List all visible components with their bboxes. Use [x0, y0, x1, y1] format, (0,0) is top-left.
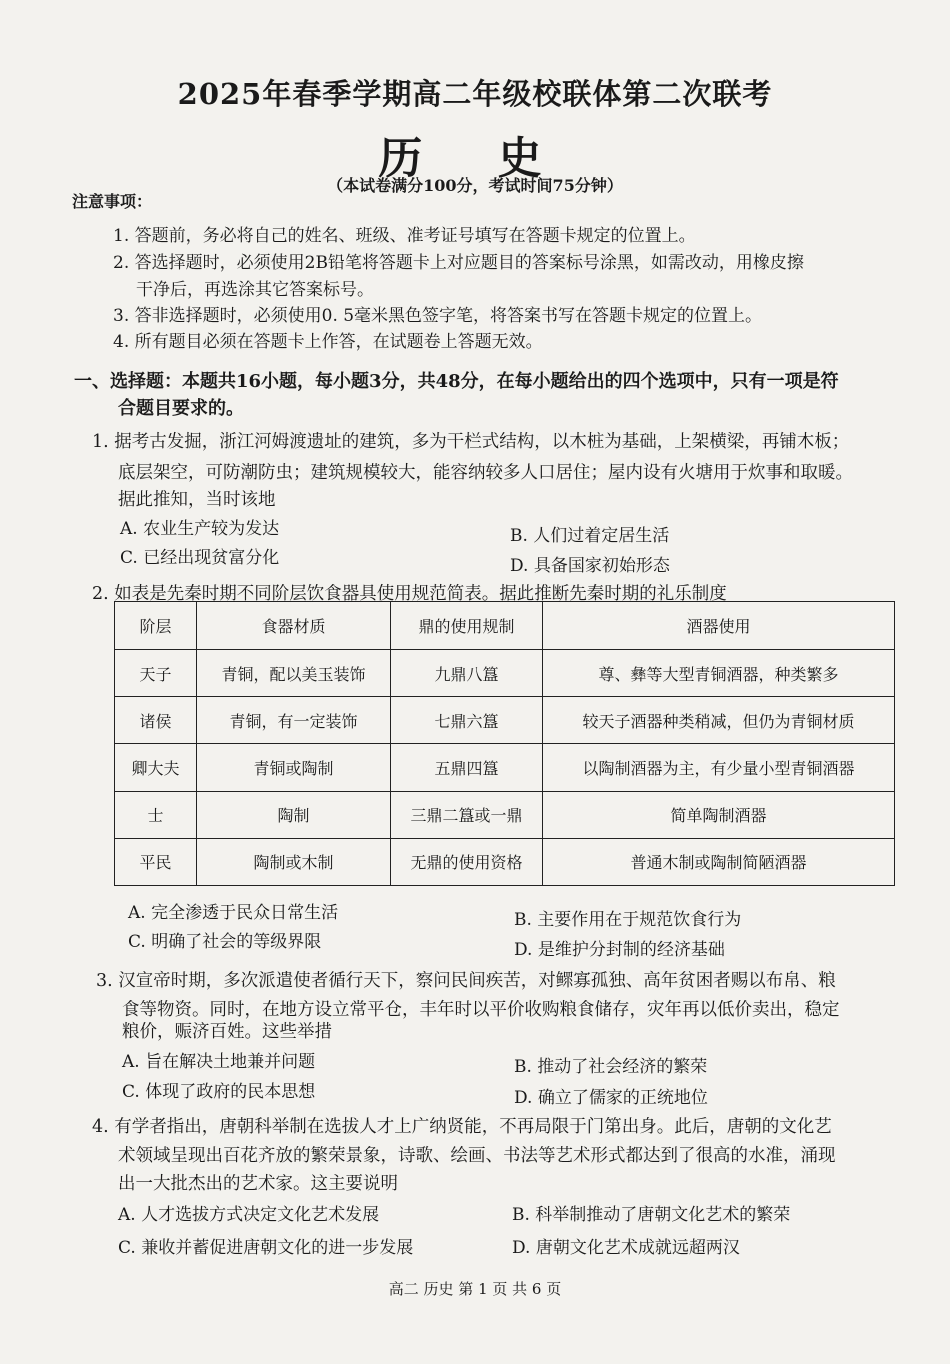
table-cell: 天子 — [115, 650, 197, 697]
question-3-stem: 食等物资。同时，在地方设立常平仓，丰年时以平价收购粮食储存，灾年再以低价卖出，稳定 — [122, 1000, 840, 1020]
exam-info: （本试卷满分100分，考试时间75分钟） — [327, 176, 623, 195]
table-cell: 尊、彝等大型青铜酒器，种类繁多 — [543, 650, 895, 697]
table-cell: 平民 — [115, 838, 197, 885]
question-4-stem: 4. 有学者指出，唐朝科举制在选拔人才上广纳贤能，不再局限于门第出身。此后，唐朝的文化艺 — [92, 1117, 832, 1137]
question-1-stem: 据此推知，当时该地 — [118, 490, 276, 510]
q2-option-d: D. 是维护分封制的经济基础 — [514, 940, 725, 960]
table-cell: 卿大夫 — [115, 744, 197, 791]
question-3-stem: 3. 汉宣帝时期，多次派遣使者循行天下，察问民间疾苦，对鳏寡孤独、高年贫困者赐以布帛、粮 — [96, 971, 836, 991]
q2-option-b: B. 主要作用在于规范饮食行为 — [514, 910, 742, 930]
table-cell: 九鼎八簋 — [391, 650, 543, 697]
table-header: 酒器使用 — [543, 602, 895, 650]
table-cell: 简单陶制酒器 — [543, 791, 895, 838]
table-cell: 以陶制酒器为主，有少量小型青铜酒器 — [543, 744, 895, 791]
section-heading: 一、选择题：本题共16小题，每小题3分，共48分，在每小题给出的四个选项中，只有一项是符 — [74, 371, 839, 392]
notice-item: 3. 答非选择题时，必须使用0. 5毫米黑色签字笔，将答案书写在答题卡规定的位置上。 — [113, 306, 763, 326]
table-header-row — [115, 602, 895, 650]
question-2-stem: 2. 如表是先秦时期不同阶层饮食器具使用规范简表。据此推断先秦时期的礼乐制度 — [92, 584, 727, 604]
page-footer: 高二 历史 第 1 页 共 6 页 — [388, 1280, 562, 1298]
q1-option-c: C. 已经出现贫富分化 — [120, 548, 280, 568]
q4-option-b: B. 科举制推动了唐朝文化艺术的繁荣 — [512, 1205, 791, 1225]
q4-option-a: A. 人才选拔方式决定文化艺术发展 — [118, 1205, 380, 1225]
notice-item: 干净后，再选涂其它答案标号。 — [136, 280, 374, 300]
notice-heading: 注意事项： — [72, 192, 153, 211]
table-cell: 无鼎的使用资格 — [391, 838, 543, 885]
q1-option-b: B. 人们过着定居生活 — [510, 526, 670, 546]
q2-option-c: C. 明确了社会的等级界限 — [128, 932, 322, 952]
q1-option-d: D. 具备国家初始形态 — [510, 556, 670, 576]
q3-option-a: A. 旨在解决土地兼并问题 — [122, 1052, 316, 1072]
q3-option-c: C. 体现了政府的民本思想 — [122, 1082, 316, 1102]
q1-option-a: A. 农业生产较为发达 — [120, 519, 280, 539]
q4-option-c: C. 兼收并蓄促进唐朝文化的进一步发展 — [118, 1238, 414, 1258]
table-cell: 七鼎六簋 — [391, 697, 543, 744]
q4-option-d: D. 唐朝文化艺术成就远超两汉 — [512, 1238, 740, 1258]
table-row — [115, 744, 895, 791]
section-heading: 合题目要求的。 — [118, 398, 244, 419]
table-cell: 诸侯 — [115, 697, 197, 744]
table-row — [115, 697, 895, 744]
question-1-stem: 1. 据考古发掘，浙江河姆渡遗址的建筑，多为干栏式结构，以木桩为基础，上架横梁，再铺木板； — [92, 432, 850, 452]
q3-option-d: D. 确立了儒家的正统地位 — [514, 1088, 708, 1108]
table-cell: 三鼎二簋或一鼎 — [391, 791, 543, 838]
table-row — [115, 650, 895, 697]
table-cell: 陶制 — [197, 791, 391, 838]
table-header: 食器材质 — [197, 602, 391, 650]
table-cell: 士 — [115, 791, 197, 838]
notice-item: 1. 答题前，务必将自己的姓名、班级、准考证号填写在答题卡规定的位置上。 — [113, 226, 696, 246]
table-cell: 青铜，有一定装饰 — [197, 697, 391, 744]
subject-title: 历 史 — [378, 133, 572, 184]
table-cell: 陶制或木制 — [197, 838, 391, 885]
notice-item: 4. 所有题目必须在答题卡上作答，在试题卷上答题无效。 — [113, 332, 543, 352]
table-cell: 普通木制或陶制简陋酒器 — [543, 838, 895, 885]
exam-title: 2025年春季学期高二年级校联体第二次联考 — [177, 77, 773, 111]
question-1-stem: 底层架空，可防潮防虫；建筑规模较大，能容纳较多人口居住；屋内设有火塘用于炊事和取暖。 — [118, 463, 853, 483]
table-cell: 青铜，配以美玉装饰 — [197, 650, 391, 697]
table-header: 鼎的使用规制 — [391, 602, 543, 650]
table-row — [115, 791, 895, 838]
q2-option-a: A. 完全渗透于民众日常生活 — [128, 903, 339, 923]
etiquette-table — [114, 601, 895, 886]
question-4-stem: 术领域呈现出百花齐放的繁荣景象，诗歌、绘画、书法等艺术形式都达到了很高的水准，涌现 — [118, 1146, 836, 1166]
question-3-stem: 粮价，赈济百姓。这些举措 — [122, 1022, 332, 1042]
notice-item: 2. 答选择题时，必须使用2B铅笔将答题卡上对应题目的答案标号涂黑，如需改动，用橡皮擦 — [113, 253, 804, 273]
q3-option-b: B. 推动了社会经济的繁荣 — [514, 1057, 708, 1077]
question-4-stem: 出一大批杰出的艺术家。这主要说明 — [118, 1174, 398, 1194]
table-cell: 较天子酒器种类稍减，但仍为青铜材质 — [543, 697, 895, 744]
table-cell: 五鼎四簋 — [391, 744, 543, 791]
table-row — [115, 838, 895, 885]
table-header: 阶层 — [115, 602, 197, 650]
table-cell: 青铜或陶制 — [197, 744, 391, 791]
